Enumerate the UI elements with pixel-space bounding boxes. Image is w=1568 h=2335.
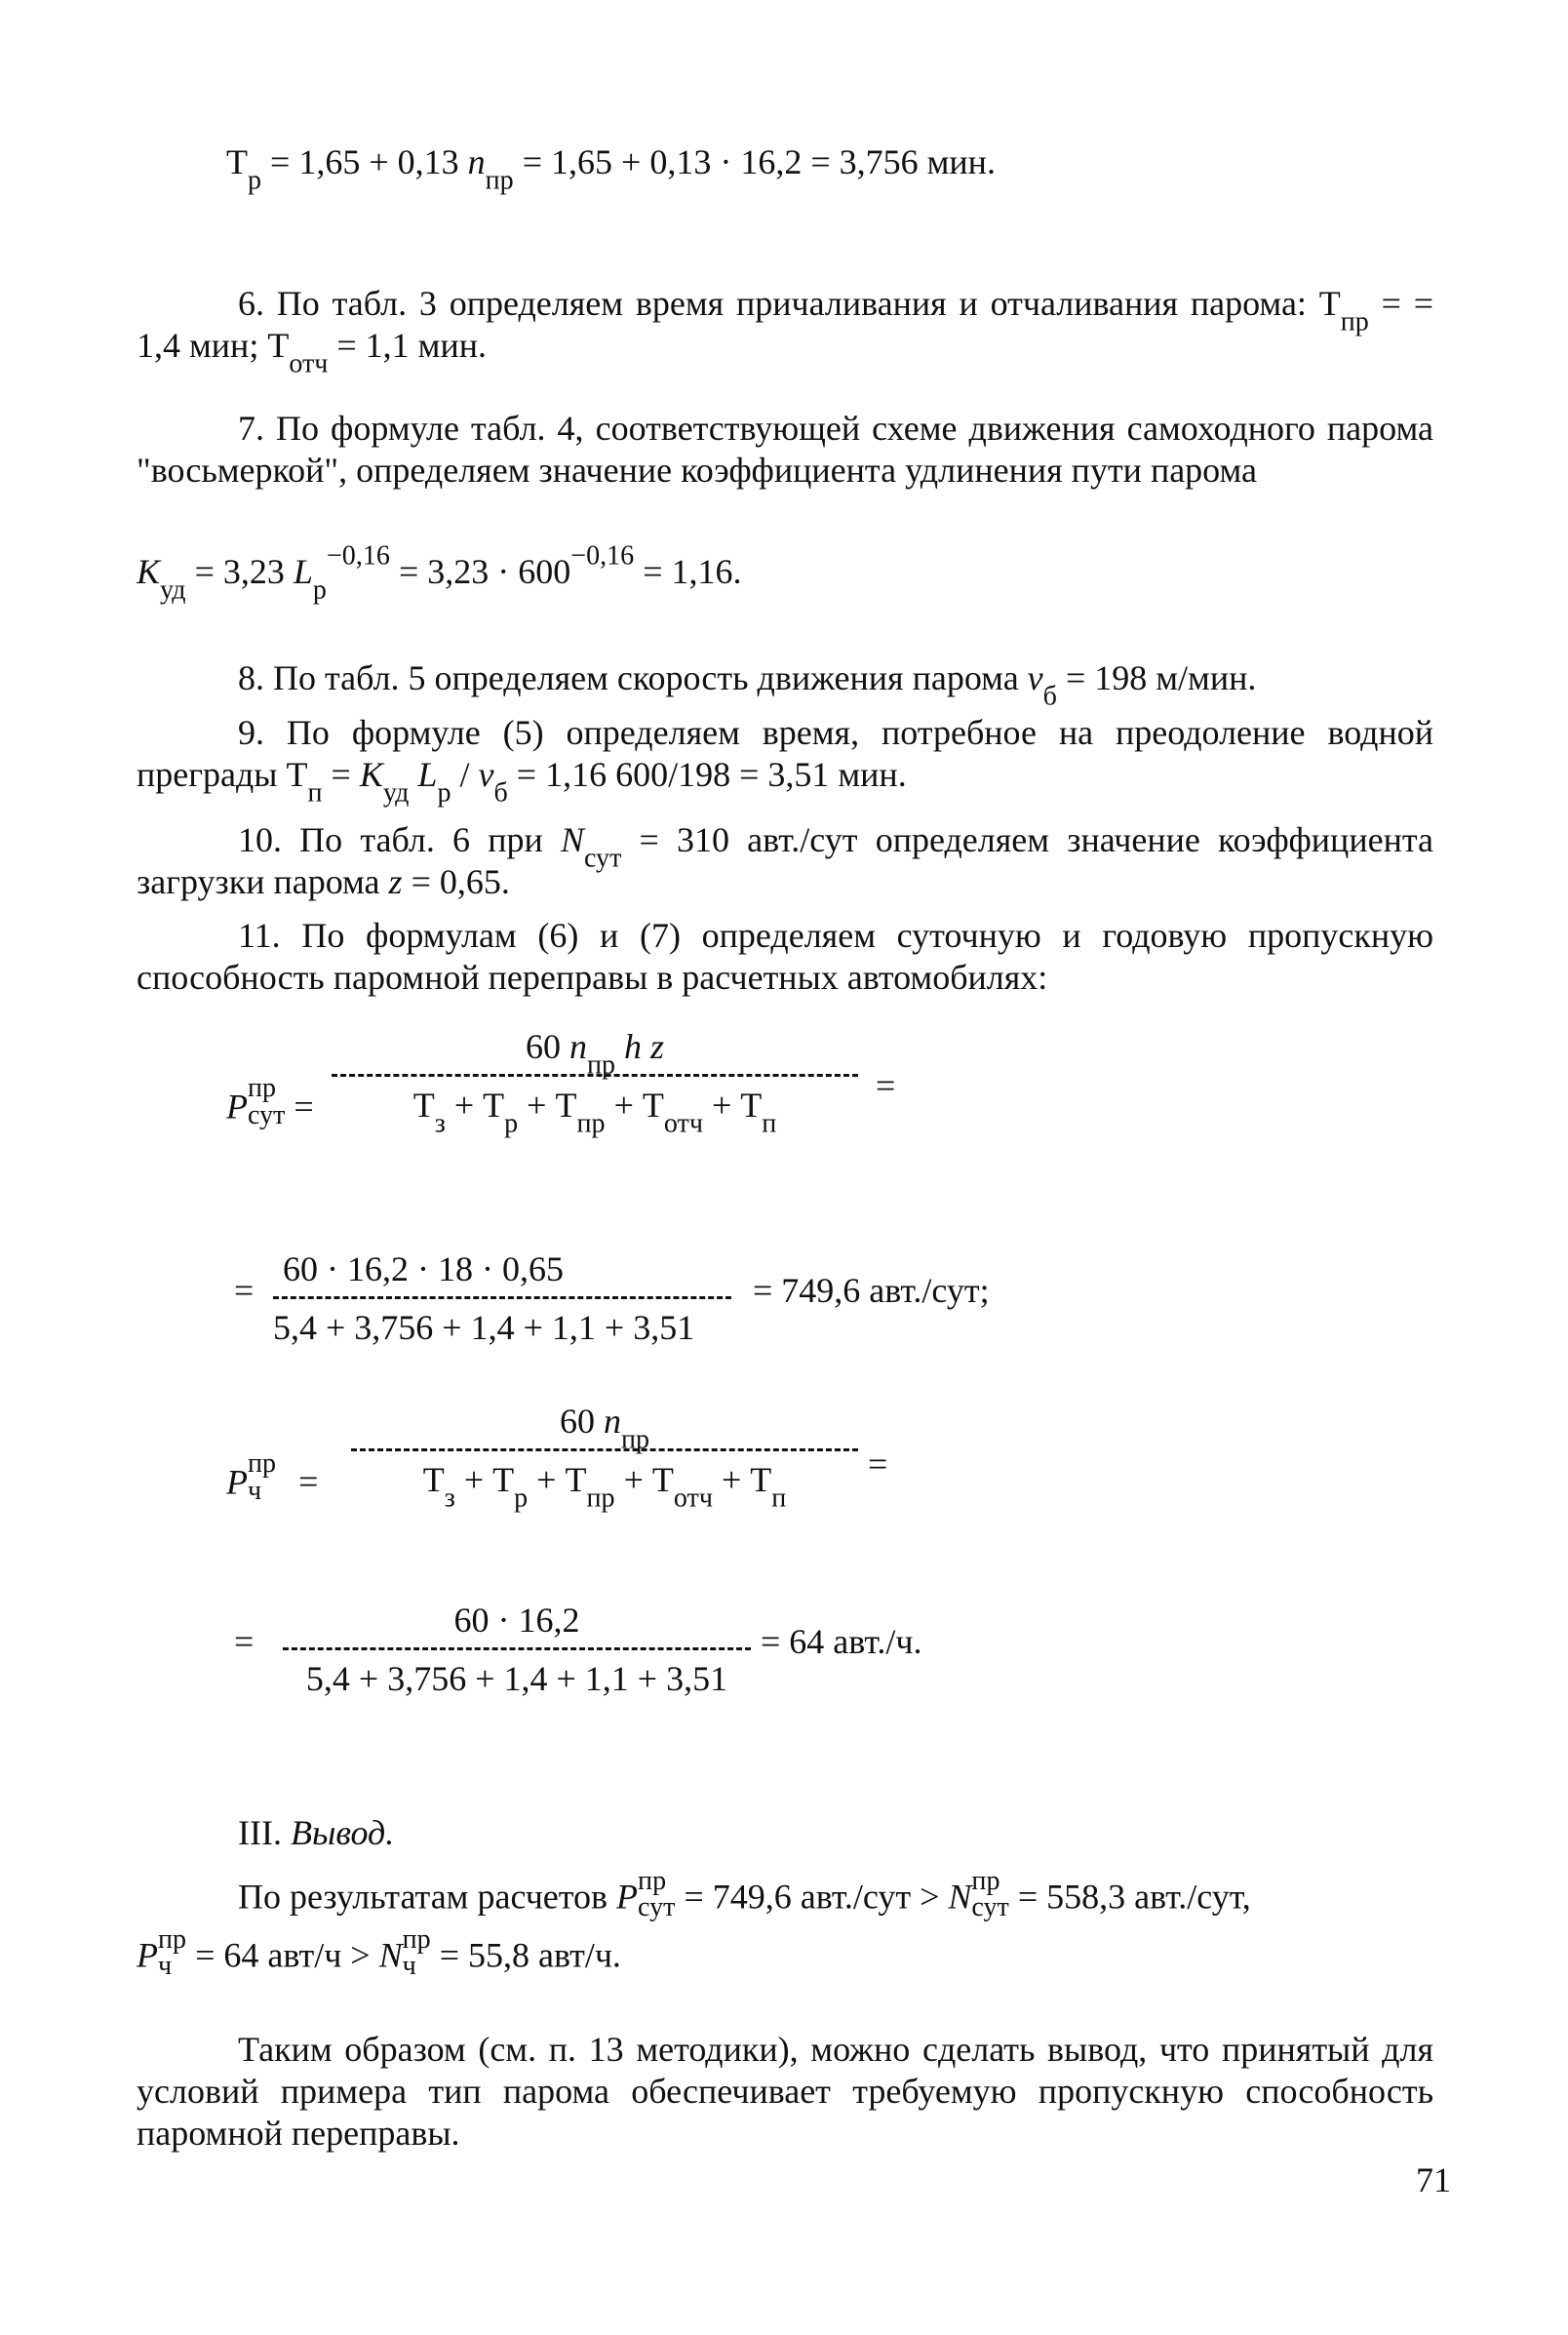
time-term-subscript: з	[444, 1483, 455, 1514]
item-11-paragraph: 11. По формулам (6) и (7) определяем суточную и годовую пропускную способность паромной переправы в расчетных автомобилях:	[137, 916, 1433, 998]
time-term: T	[492, 1460, 515, 1500]
plus-sign: +	[528, 1460, 566, 1500]
formula-tp: $T_р = 1,65 + 0,13$ $n_{пр} = 1,65 + 0,13 \cdot 16,2 = 3,756$ мин.	[226, 142, 996, 196]
formula-p-ch-calc-eq: =	[234, 1622, 255, 1661]
item-8-line: 8. По табл. 5 определяем скорость движения парома $v_б = 198$ м/мин.	[238, 658, 1257, 712]
formula-p-sut-calc-eq: =	[234, 1271, 255, 1310]
item-7-paragraph: 7. По формуле табл. 4, соответствующей схеме движения самоходного парома "восьмеркой", определяем значение коэффициента удлинения пути парома	[137, 409, 1433, 491]
fraction-numerator: 60 $n_{пр}$ h z	[525, 1027, 665, 1081]
time-term: T	[642, 1086, 664, 1126]
formula-p-ch-calc-fraction: 60 · 16,2 5,4 + 3,756 + 1,4 + 1,1 + 3,51	[283, 1600, 751, 1700]
time-term-subscript: з	[434, 1108, 446, 1139]
formula-p-ch-fraction	[351, 1401, 858, 1514]
formula-p-sut-lhs: P пр сут =	[226, 1073, 314, 1131]
time-term-subscript: п	[771, 1483, 787, 1514]
fraction-bar	[351, 1448, 858, 1451]
time-term-subscript: пр	[576, 1108, 606, 1139]
time-term: T	[555, 1086, 577, 1126]
time-term: T	[651, 1460, 674, 1500]
time-term-subscript: отч	[673, 1483, 713, 1514]
time-term-subscript: пр	[586, 1483, 615, 1514]
fraction-denominator	[351, 1459, 858, 1514]
section-heading: III. Вывод.	[238, 1813, 395, 1852]
formula-p-sut-calc-fraction: 60 · 16,2 · 18 · 0,65 5,4 + 3,756 + 1,4 + 1,1 + 3,51	[273, 1248, 731, 1349]
formula-p-sut-calc-result: = 749,6 авт./сут;	[753, 1271, 990, 1310]
conclusion-line-2: P пр ч = 64 авт/ч > N пр ч = 55,8 авт/ч.	[137, 1924, 621, 1981]
formula-k-ud: $K_{уд} = 3,23$ $L_р^{-0,16} = 3,23 \cdot 600^{-0,16} = 1,16$.	[137, 540, 742, 606]
plus-sign: +	[702, 1086, 741, 1126]
plus-sign: +	[712, 1460, 751, 1500]
plus-sign: +	[614, 1460, 652, 1500]
time-term: T	[483, 1086, 505, 1126]
formula-p-ch-lhs: P пр ч =	[226, 1448, 319, 1507]
formula-p-ch-calc-result: = 64 авт./ч.	[761, 1622, 922, 1661]
time-term: T	[565, 1460, 587, 1500]
item-9-paragraph: 9. По формуле (5) определяем время, потребное на преодоление водной преграды $T_п = K_{уд}$ $L_р / v_б = 1,16$ 600/198 = 3,51 мин.	[137, 713, 1433, 809]
formula-p-ch-tail: =	[868, 1445, 888, 1484]
time-term: T	[422, 1460, 445, 1500]
time-term: T	[750, 1460, 772, 1500]
time-term-subscript: р	[514, 1483, 529, 1514]
formula-p-sut-tail: =	[876, 1066, 896, 1105]
time-term: T	[740, 1086, 763, 1126]
time-term: T	[412, 1086, 435, 1126]
page-number: 71	[1416, 2160, 1451, 2199]
item-6-paragraph: 6. По табл. 3 определяем время причаливания и отчаливания парома: $T_{пр}$ = = 1,4 мин; $T_{отч} = 1,1$ мин.	[137, 284, 1433, 379]
fraction-numerator: 60 $n_{пр}$	[559, 1402, 650, 1455]
formula-p-sut-fraction	[332, 1026, 858, 1139]
time-term-subscript: отч	[663, 1108, 703, 1139]
plus-sign: +	[518, 1086, 556, 1126]
plus-sign: +	[454, 1460, 493, 1500]
time-term-subscript: п	[762, 1108, 777, 1139]
time-term-subscript: р	[504, 1108, 519, 1139]
conclusion-line-1: По результатам расчетов P пр сут = 749,6 авт./сут > N пр сут = 558,3 авт./сут,	[238, 1866, 1251, 1922]
plus-sign: +	[605, 1086, 643, 1126]
plus-sign: +	[445, 1086, 484, 1126]
fraction-denominator	[332, 1085, 858, 1139]
item-10-paragraph: 10. По табл. 6 при $N_{сут} = 310$ авт./сут определяем значение коэффициента загрузки парома z = 0,65.	[137, 820, 1433, 902]
final-paragraph: Таким образом (см. п. 13 методики), можно сделать вывод, что принятый для условий примера тип парома обеспечивает требуемую пропускную способность паромной переправы.	[137, 2030, 1433, 2154]
